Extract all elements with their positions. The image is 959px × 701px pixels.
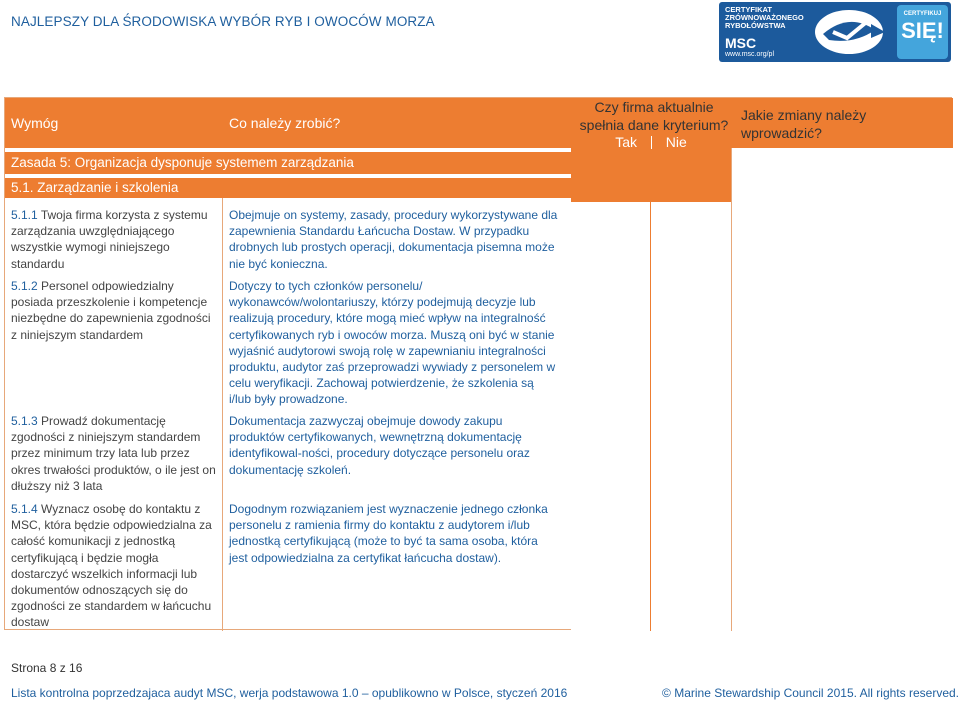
changes-cell-area[interactable] xyxy=(732,148,953,631)
logo-line-1: CERTYFIKAT xyxy=(725,5,772,14)
tak-nie-separator xyxy=(651,136,652,149)
req-text: Prowadź dokumentację zgodności z niniejszym standardem przez minimum trzy lata lub przez okres trwałości produktów, o ile jest on dłuższy niż 3 lata xyxy=(11,414,216,493)
req-text: Personel odpowiedzialny posiada przeszkolenie i kompetencje niezbędne do zapewnienia zgodności z niniejszym standardem xyxy=(11,279,211,342)
req-row-4 xyxy=(11,501,216,631)
tak-cell-area[interactable] xyxy=(571,202,650,631)
tak-nie-divider xyxy=(650,202,651,631)
badge-main: SIĘ! xyxy=(901,18,944,43)
logo-line-2: ZRÓWNOWAŻONEGO xyxy=(725,13,804,22)
footer-copyright: © Marine Stewardship Council 2015. All rights reserved. xyxy=(662,686,959,700)
fish-icon xyxy=(799,4,897,60)
req-text: Wyznacz osobę do kontaktu z MSC, która będzie odpowiedzialna za całość komunikacji z jednostką certyfikującą i będzie mogła dostarczyć wszelkich informacji lub dokumentów odnoszących się do zgodności ze standardem w łańcuchu dostaw xyxy=(11,502,212,630)
req-num: 5.1.4 xyxy=(11,502,38,516)
req-num: 5.1.1 xyxy=(11,208,38,222)
header-co: Co należy zrobić? xyxy=(229,115,341,131)
header-nie: Nie xyxy=(665,134,687,150)
page-title: NAJLEPSZY DLA ŚRODOWISKA WYBÓR RYB I OWOCÓW MORZA xyxy=(11,14,435,29)
req-num: 5.1.2 xyxy=(11,279,38,293)
column-divider xyxy=(222,198,223,631)
header-wymog: Wymóg xyxy=(11,115,59,131)
what-row-1: Obejmuje on systemy, zasady, procedury wykorzystywane dla zapewnienia Standardu Łańcucha Dostaw. W przypadku drobnych lub prostych operacji, dokumentacja pisemna może nie być konieczna. xyxy=(229,208,558,271)
nie-cell-area[interactable] xyxy=(651,202,731,631)
req-text: Twoja firma korzysta z systemu zarządzania uwzględniającego wszystkie wymogi niniejszego standardu xyxy=(11,208,208,271)
page-number: Strona 8 z 16 xyxy=(11,661,83,675)
section-title: Zasada 5: Organizacja dysponuje systemem zarządzania xyxy=(5,152,571,174)
what-row-4: Dogodnym rozwiązaniem jest wyznaczenie jednego członka personelu z ramienia firmy do kontaktu z audytorem i/lub jednostką certyfikującą (może to być ta sama osoba, która jest odpowiedzialna za certyfikat łańcucha dostaw). xyxy=(229,502,548,565)
header-firma: Czy firma aktualnie spełnia dane kryterium? xyxy=(579,99,729,133)
req-row-1 xyxy=(11,207,216,272)
tak-nie-labels xyxy=(571,134,731,150)
req-num: 5.1.3 xyxy=(11,414,38,428)
header-tak: Tak xyxy=(615,134,637,150)
logo-url: www.msc.org/pl xyxy=(725,51,775,58)
logo-text xyxy=(725,6,804,30)
msc-logo xyxy=(719,2,951,62)
req-row-3 xyxy=(11,413,216,494)
badge-top: CERTYFIKUJ xyxy=(903,11,942,17)
footer-left: Lista kontrolna poprzedzajaca audyt MSC, werja podstawowa 1.0 – opublikowno w Polsce, styczeń 2016 xyxy=(11,686,568,700)
changes-header-cell xyxy=(731,98,953,148)
logo-line-3: RYBOŁÓWSTWA xyxy=(725,21,786,30)
logo-brand: MSC xyxy=(725,35,757,51)
what-row-2: Dotyczy to tych członków personelu/ wykonawców/wolontariuszy, którzy podejmują decyzje lub realizują procedury, które mogą mieć wpływ na integralność certyfikowanych ryb i owoców morza. Muszą oni być w stanie wyjaśnić audytorowi swoją rolę w zapewnianiu integralności produktu, audytor zaś przeprowadzi wywiady z personelem w celu weryfikacji. Zachowaj potwierdzenie, że szkolenia są i/lub były prowadzone. xyxy=(229,279,556,407)
column-divider-right xyxy=(731,148,732,631)
certify-badge xyxy=(897,5,948,59)
what-row-3: Dokumentacja zazwyczaj obejmuje dowody zakupu produktów certyfikowanych, wewnętrzną dokumentację identyfikowal-ności, procedury dotyczące personelu oraz dokumentację szkoleń. xyxy=(229,414,530,477)
subsection-title: 5.1. Zarządzanie i szkolenia xyxy=(5,178,571,198)
checklist-table xyxy=(4,97,952,630)
req-row-2 xyxy=(11,278,216,343)
table-header xyxy=(5,98,571,148)
header-zmiany: Jakie zmiany należy wprowadzić? xyxy=(741,107,867,141)
